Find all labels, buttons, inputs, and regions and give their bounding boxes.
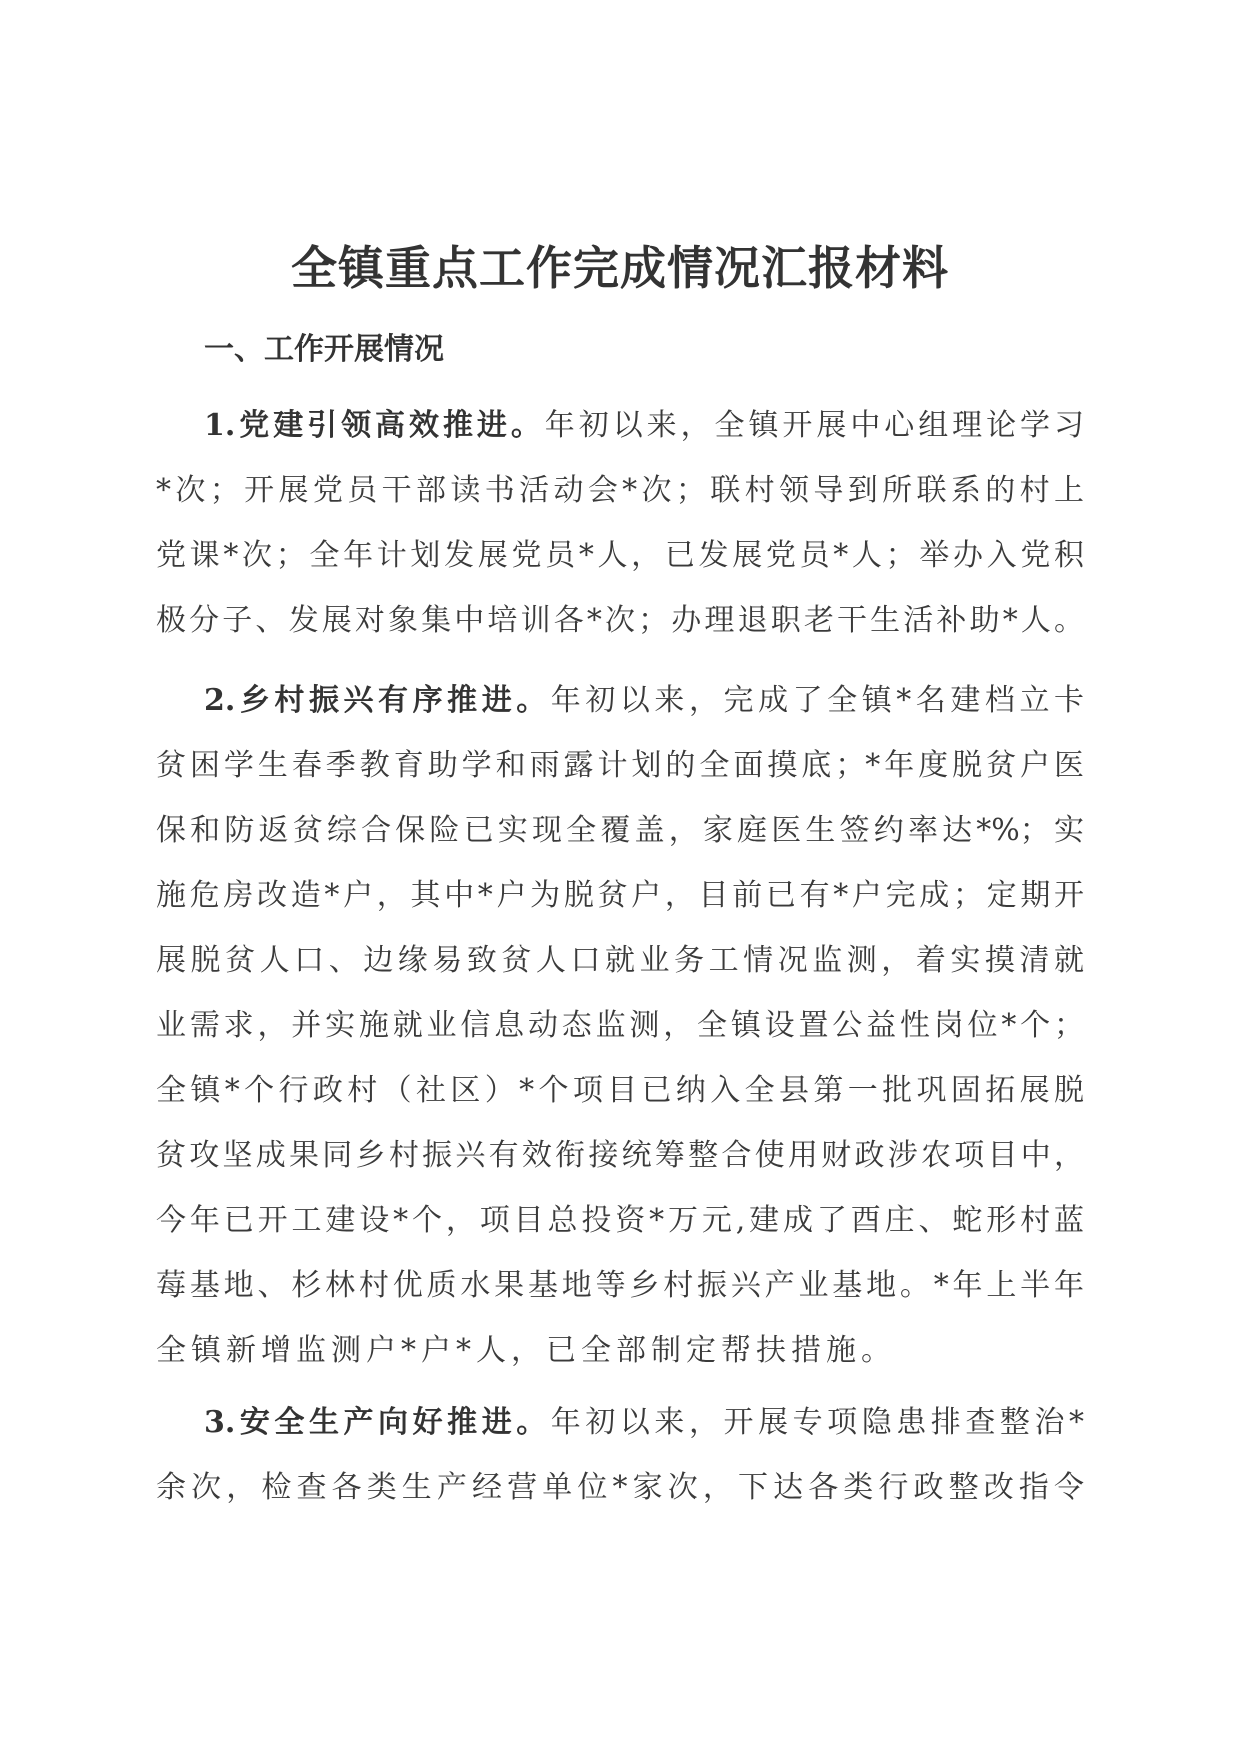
paragraph-line: 今年已开工建设*个，项目总投资*万元,建成了酉庄、蛇形村蓝 bbox=[156, 1203, 1084, 1238]
paragraph-line: *次；开展党员干部读书活动会*次；联村领导到所联系的村上 bbox=[156, 473, 1084, 508]
paragraph-line: 莓基地、杉林村优质水果基地等乡村振兴产业基地。*年上半年 bbox=[156, 1268, 1084, 1303]
document-title: 全镇重点工作完成情况汇报材料 bbox=[291, 241, 949, 295]
paragraph-line bbox=[156, 393, 1084, 458]
paragraph-line: 极分子、发展对象集中培训各*次；办理退职老干生活补助*人。 bbox=[156, 603, 1084, 638]
paragraph-text: 年初以来，完成了全镇*名建档立卡 bbox=[550, 683, 1084, 718]
paragraph-line: 贫攻坚成果同乡村振兴有效衔接统筹整合使用财政涉农项目中， bbox=[156, 1138, 1084, 1173]
paragraph-line bbox=[156, 668, 1084, 733]
paragraph-line: 全镇新增监测户*户*人，已全部制定帮扶措施。 bbox=[156, 1333, 896, 1368]
paragraph-line bbox=[156, 1390, 1084, 1455]
paragraph-safety-production bbox=[156, 1390, 1084, 1520]
paragraph-lead: 1.党建引领高效推进。 bbox=[204, 408, 545, 443]
section-heading: 一、工作开展情况 bbox=[204, 332, 444, 367]
paragraph-lead: 3.安全生产向好推进。 bbox=[204, 1405, 551, 1440]
paragraph-line: 党课*次；全年计划发展党员*人，已发展党员*人；举办入党积 bbox=[156, 538, 1084, 573]
paragraph-lead: 2.乡村振兴有序推进。 bbox=[204, 683, 551, 718]
paragraph-line: 业需求，并实施就业信息动态监测，全镇设置公益性岗位*个； bbox=[156, 1008, 1084, 1043]
paragraph-text: 年初以来，开展专项隐患排查整治* bbox=[550, 1405, 1084, 1440]
paragraph-line: 展脱贫人口、边缘易致贫人口就业务工情况监测，着实摸清就 bbox=[156, 943, 1084, 978]
paragraph-text: 年初以来，全镇开展中心组理论学习 bbox=[544, 408, 1084, 443]
paragraph-line: 保和防返贫综合保险已实现全覆盖，家庭医生签约率达*%；实 bbox=[156, 813, 1084, 848]
paragraph-line: 余次，检查各类生产经营单位*家次，下达各类行政整改指令 bbox=[156, 1470, 1084, 1505]
paragraph-party-building bbox=[156, 393, 1084, 653]
paragraph-line: 全镇*个行政村（社区）*个项目已纳入全县第一批巩固拓展脱 bbox=[156, 1073, 1084, 1108]
paragraph-rural-revitalization bbox=[156, 668, 1084, 1383]
paragraph-line: 贫困学生春季教育助学和雨露计划的全面摸底；*年度脱贫户医 bbox=[156, 748, 1084, 783]
paragraph-line: 施危房改造*户，其中*户为脱贫户，目前已有*户完成；定期开 bbox=[156, 878, 1084, 913]
